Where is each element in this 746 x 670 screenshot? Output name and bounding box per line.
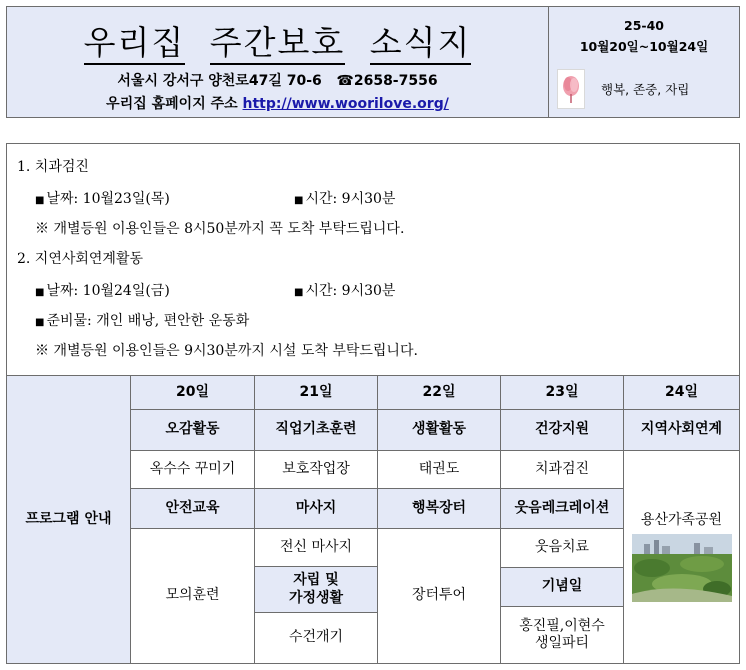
program-cell: 치과검진 bbox=[501, 451, 624, 489]
issue-number: 25-40 bbox=[624, 18, 664, 33]
program-cell-line: 홍진필,이현수 bbox=[519, 617, 605, 634]
notice-2-time-text: 시간: 9시30분 bbox=[305, 283, 396, 299]
title-part-1: 우리집 bbox=[84, 23, 186, 65]
notice-1-time bbox=[294, 188, 395, 208]
program-cell: 수건개기 bbox=[255, 613, 378, 663]
motto-row bbox=[557, 69, 689, 109]
motto-text: 행복, 존중, 자립 bbox=[601, 82, 690, 97]
newsletter-header bbox=[6, 6, 740, 118]
program-cell: 웃음치료 bbox=[501, 529, 624, 568]
program-cell: 모의훈련 bbox=[131, 529, 255, 663]
program-cell: 옥수수 꾸미기 bbox=[131, 451, 255, 489]
day-header-24: 24일 bbox=[624, 376, 739, 410]
homepage-line bbox=[7, 93, 548, 113]
program-cell bbox=[255, 567, 378, 613]
issue-dates: 10월20일~10월24일 bbox=[579, 39, 709, 54]
program-schedule-table bbox=[6, 375, 740, 664]
flower-logo-icon bbox=[557, 69, 585, 109]
notice-1-date bbox=[35, 188, 170, 208]
notice-1-date-text: 날짜: 10월23일(목) bbox=[46, 191, 170, 207]
title-part-2: 주간보호 bbox=[210, 23, 346, 65]
square-bullet-icon: ■ bbox=[35, 287, 45, 298]
program-cell: 행복장터 bbox=[378, 489, 501, 529]
program-cell: 마사지 bbox=[255, 489, 378, 529]
program-label: 프로그램 안내 bbox=[7, 376, 131, 663]
notice-2-time bbox=[294, 280, 395, 300]
program-cell: 오감활동 bbox=[131, 410, 255, 451]
notices-section bbox=[6, 143, 740, 375]
notice-2-date-text: 날짜: 10월24일(금) bbox=[46, 283, 170, 299]
newsletter-title bbox=[7, 17, 548, 64]
homepage-label: 우리집 홈페이지 주소 bbox=[106, 96, 238, 112]
notice-2-note: ※ 개별등원 이용인들은 9시30분까지 시설 도착 부탁드립니다. bbox=[35, 343, 418, 359]
address-line bbox=[7, 70, 548, 90]
notice-1-title: 1. 치과검진 bbox=[17, 159, 89, 175]
program-cell bbox=[501, 607, 624, 663]
program-cell: 건강지원 bbox=[501, 410, 624, 451]
program-cell-day24 bbox=[624, 451, 739, 663]
square-bullet-icon: ■ bbox=[35, 195, 45, 206]
program-cell: 안전교육 bbox=[131, 489, 255, 529]
phone-text: ☎2658-7556 bbox=[336, 73, 438, 89]
notice-1-time-text: 시간: 9시30분 bbox=[305, 191, 396, 207]
program-cell: 장터투어 bbox=[378, 529, 501, 663]
day-header-23: 23일 bbox=[501, 376, 624, 410]
header-main-panel bbox=[7, 7, 549, 117]
notice-2-date bbox=[35, 280, 170, 300]
address-text: 서울시 강서구 양천로47길 70-6 bbox=[117, 73, 322, 89]
program-cell: 웃음레크레이션 bbox=[501, 489, 624, 529]
day-header-20: 20일 bbox=[131, 376, 255, 410]
notice-2-title: 2. 지연사회연계활동 bbox=[17, 251, 143, 267]
program-cell: 보호작업장 bbox=[255, 451, 378, 489]
program-cell-line: 자립 및 bbox=[293, 572, 339, 588]
program-cell-line: 가정생활 bbox=[288, 589, 344, 606]
program-cell-line: 생일파티 bbox=[534, 635, 590, 651]
homepage-link[interactable]: http://www.woorilove.org/ bbox=[242, 96, 449, 112]
park-photo-image bbox=[632, 534, 732, 602]
day-header-22: 22일 bbox=[378, 376, 501, 410]
square-bullet-icon: ■ bbox=[294, 287, 304, 298]
header-side-panel bbox=[549, 7, 739, 117]
program-cell: 지역사회연계 bbox=[624, 410, 739, 451]
notice-2-prep-text: 준비물: 개인 배낭, 편안한 운동화 bbox=[46, 313, 250, 329]
notice-1-note: ※ 개별등원 이용인들은 8시50분까지 꼭 도착 부탁드립니다. bbox=[35, 221, 405, 237]
program-cell: 태권도 bbox=[378, 451, 501, 489]
program-cell: 직업기초훈련 bbox=[255, 410, 378, 451]
day-header-21: 21일 bbox=[255, 376, 378, 410]
program-cell: 생활활동 bbox=[378, 410, 501, 451]
title-part-3: 소식지 bbox=[370, 23, 472, 65]
square-bullet-icon: ■ bbox=[35, 317, 45, 328]
program-cell: 전신 마사지 bbox=[255, 529, 378, 567]
program-cell: 기념일 bbox=[501, 568, 624, 607]
notice-2-prep bbox=[35, 310, 249, 330]
program-cell-place: 용산가족공원 bbox=[640, 512, 723, 529]
square-bullet-icon: ■ bbox=[294, 195, 304, 206]
